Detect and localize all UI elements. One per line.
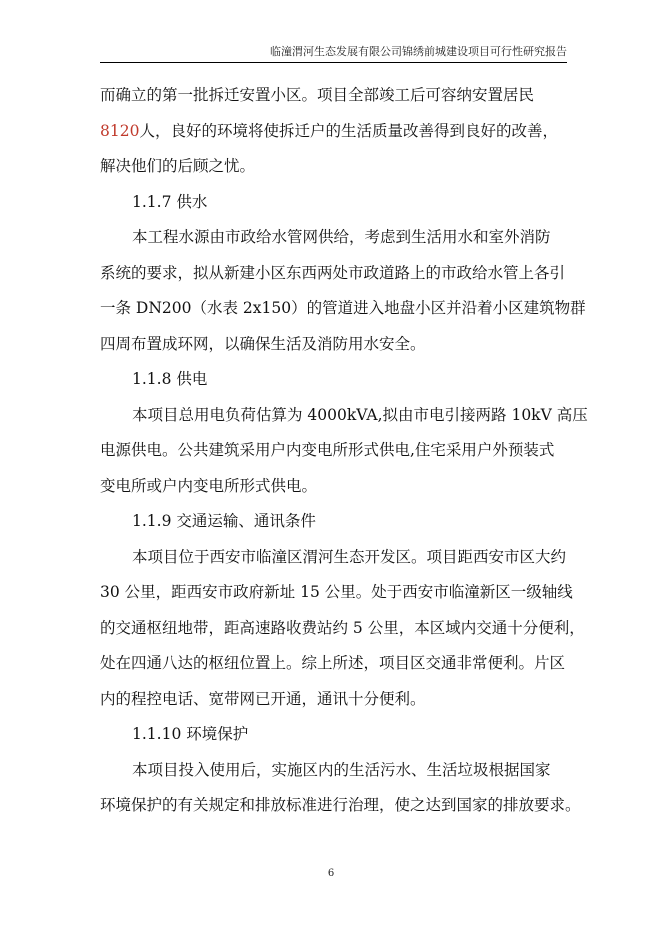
header-title: 临潼渭河生态发展有限公司锦绣前城建设项目可行性研究报告 xyxy=(270,45,567,58)
body-line: 四周布置成环网，以确保生活及消防用水安全。 xyxy=(100,334,426,353)
body-line: 变电所或户内变电所形式供电。 xyxy=(100,476,318,495)
body-line: 系统的要求，拟从新建小区东西两处市政道路上的市政给水管上各引 xyxy=(100,263,566,282)
section-heading-transport: 1.1.9 交通运输、通讯条件 xyxy=(132,512,316,530)
body-line: 而确立的第一批拆迁安置小区。项目全部竣工后可容纳安置居民 xyxy=(100,86,535,104)
body-line: 处在四通八达的枢纽位置上。综上所述，项目区交通非常便利。片区 xyxy=(100,654,566,672)
body-line: 环境保护的有关规定和排放标准进行治理，使之达到国家的排放要求。 xyxy=(100,796,581,814)
section-heading-environment: 1.1.10 环境保护 xyxy=(132,725,249,743)
body-line: 本项目投入使用后，实施区内的生活污水、生活垃圾根据国家 xyxy=(132,760,551,779)
body-line: 的交通枢纽地带，距高速路收费站约 5 公里，本区域内交通十分便利， xyxy=(100,618,585,637)
document-header xyxy=(100,44,567,63)
page-number: 6 xyxy=(327,868,335,879)
body-line: 本项目总用电负荷估算为 4000kVA,拟由市电引接两路 10kV 高压 xyxy=(132,405,588,424)
body-line: 解决他们的后顾之忧。 xyxy=(100,157,256,175)
section-heading-water-supply: 1.1.7 供水 xyxy=(132,192,208,211)
body-line: 本工程水源由市政给水管网供给，考虑到生活用水和室外消防 xyxy=(132,228,551,246)
body-line: 电源供电。公共建筑采用户内变电所形式供电,住宅采用户外预装式 xyxy=(100,441,555,459)
body-line: 本项目位于西安市临潼区渭河生态开发区。项目距西安市区大约 xyxy=(132,547,567,566)
section-heading-power-supply: 1.1.8 供电 xyxy=(132,370,208,388)
body-line xyxy=(100,114,580,150)
body-text: 人，良好的环境将使拆迁户的生活质量改善得到良好的改善， xyxy=(139,121,558,140)
highlighted-number: 8120 xyxy=(100,121,140,140)
body-line: 内的程控电话、宽带网已开通，通讯十分便利。 xyxy=(100,689,426,708)
document-body xyxy=(100,78,588,824)
body-line: 一条 DN200（水表 2x150）的管道进入地盘小区并沿着小区建筑物群 xyxy=(100,299,586,317)
body-line: 30 公里，距西安市政府新址 15 公里。处于西安市临潼新区一级轴线 xyxy=(100,583,573,601)
